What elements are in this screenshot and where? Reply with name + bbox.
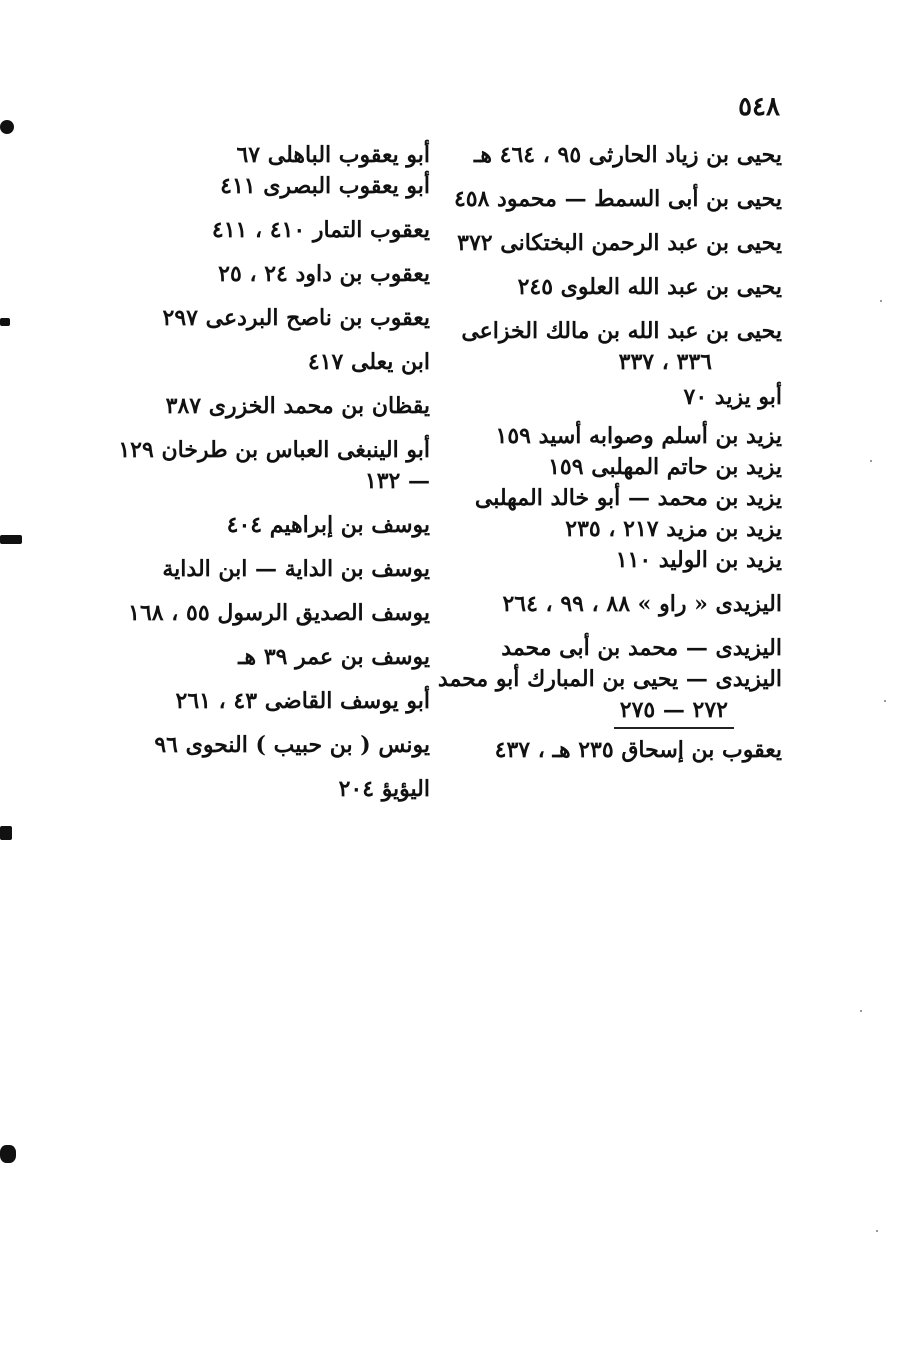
index-entry: أبو يعقوب الباهلى ٦٧ bbox=[236, 142, 430, 168]
index-entry: يحيى بن عبد الله العلوى ٢٤٥ bbox=[517, 274, 782, 300]
index-entry: يوسف بن عمر ٣٩ هـ bbox=[238, 644, 430, 670]
index-entry: يوسف بن إبراهيم ٤٠٤ bbox=[226, 512, 430, 538]
index-entry: يوسف الصديق الرسول ٥٥ ، ١٦٨ bbox=[128, 600, 430, 626]
index-entry: يعقوب بن داود ٢٤ ، ٢٥ bbox=[218, 261, 430, 287]
index-entry: اليزيدى « راو » ٨٨ ، ٩٩ ، ٢٦٤ bbox=[502, 591, 782, 617]
index-entry: اليزيدى — يحيى بن المبارك أبو محمد ٢٧٢ — ٢٧٥ bbox=[470, 664, 782, 729]
index-entry: اليؤيؤ ٢٠٤ bbox=[338, 776, 430, 802]
index-entry: يحيى بن عبد الرحمن البختكانى ٣٧٢ bbox=[457, 230, 782, 256]
index-entry: أبو يوسف القاضى ٤٣ ، ٢٦١ bbox=[175, 688, 430, 714]
scan-speck bbox=[860, 1010, 862, 1012]
scan-mark bbox=[0, 535, 22, 544]
index-entry: يقظان بن محمد الخزرى ٣٨٧ bbox=[165, 393, 430, 419]
index-entry: يزيد بن أسلم وصوابه أسيد ١٥٩ bbox=[495, 423, 782, 449]
scan-mark bbox=[0, 318, 10, 326]
index-entry: يعقوب بن إسحاق ٢٣٥ هـ ، ٤٣٧ bbox=[494, 737, 782, 763]
index-entry: يزيد بن حاتم المهلبى ١٥٩ bbox=[548, 454, 782, 480]
index-entry: أبو الينبغى العباس بن طرخان ١٢٩ — ١٣٢ bbox=[130, 435, 430, 497]
index-entry: يحيى بن أبى السمط — محمود ٤٥٨ bbox=[453, 186, 782, 212]
scan-speck bbox=[876, 1230, 878, 1232]
scan-speck bbox=[880, 300, 882, 302]
index-entry: يزيد بن الوليد ١١٠ bbox=[615, 547, 782, 573]
index-entry: يعقوب التمار ٤١٠ ، ٤١١ bbox=[211, 217, 430, 243]
scan-speck bbox=[884, 700, 886, 702]
page-number: ٥٤٨ bbox=[738, 92, 780, 122]
index-entry: يعقوب بن ناصح البردعى ٢٩٧ bbox=[162, 305, 430, 331]
index-entry: ابن يعلى ٤١٧ bbox=[307, 349, 430, 375]
index-entry: أبو يعقوب البصرى ٤١١ bbox=[220, 173, 430, 199]
index-entry: يحيى بن عبد الله بن مالك الخزاعى ٣٣٦ ، ٣٣٧ bbox=[470, 316, 782, 378]
entry-continuation: — ١٣٢ bbox=[364, 468, 430, 494]
index-entry: اليزيدى — محمد بن أبى محمد bbox=[501, 635, 782, 661]
index-entry: يزيد بن مزيد ٢١٧ ، ٢٣٥ bbox=[565, 516, 782, 542]
index-column-right bbox=[437, 140, 782, 779]
scan-mark bbox=[0, 120, 14, 134]
index-entry: يوسف بن الداية — ابن الداية bbox=[162, 556, 430, 582]
entry-continuation bbox=[470, 695, 782, 729]
scan-mark bbox=[0, 826, 12, 840]
index-entry: يحيى بن زياد الحارثى ٩٥ ، ٤٦٤ هـ bbox=[473, 142, 782, 168]
scan-speck bbox=[870, 460, 872, 462]
scan-mark bbox=[0, 1145, 16, 1163]
index-entry: أبو يزيد ٧٠ bbox=[683, 384, 782, 410]
index-column-left bbox=[118, 140, 430, 818]
entry-continuation: ٣٣٦ ، ٣٣٧ bbox=[618, 349, 712, 375]
index-entry: يزيد بن محمد — أبو خالد المهلبى bbox=[474, 485, 782, 511]
underlined-page-range: ٢٧٢ — ٢٧٥ bbox=[614, 695, 734, 729]
index-entry: يونس ( بن حبيب ) النحوى ٩٦ bbox=[154, 732, 430, 758]
